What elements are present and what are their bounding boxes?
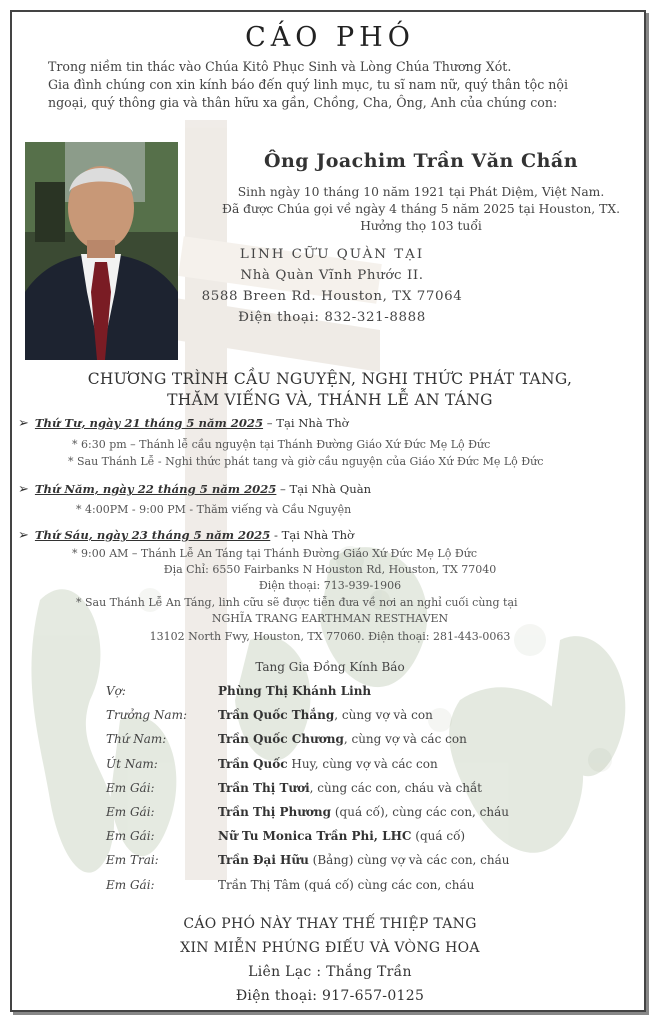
family-member-row xyxy=(0,781,660,801)
arrow-icon: ➢ xyxy=(18,482,29,497)
resting-address: 8588 Breen Rd. Houston, TX 77064 xyxy=(201,289,463,304)
family-member-row xyxy=(0,853,660,873)
family-role: Thứ Nam: xyxy=(106,732,167,747)
family-person xyxy=(218,684,371,698)
family-name: Nữ Tu Monica Trần Phi, LHC xyxy=(218,829,412,844)
cemetery-name: NGHĨA TRANG EARTHMAN RESTHAVEN xyxy=(211,612,449,625)
family-name: Trần Đại Hữu xyxy=(218,853,309,868)
deceased-dates xyxy=(182,184,660,235)
family-member-row xyxy=(0,684,660,704)
program-title-line: THĂM VIẾNG VÀ, THÁNH LỄ AN TÁNG xyxy=(167,391,493,409)
closing-line: XIN MIỄN PHÚNG ĐIẾU VÀ VÒNG HOA xyxy=(180,940,480,956)
family-note: , cùng các con, cháu và chắt xyxy=(309,780,483,795)
family-name: Phùng Thị Khánh Linh xyxy=(218,684,372,698)
family-role: Em Gái: xyxy=(106,805,155,819)
intro-text xyxy=(48,58,618,112)
program-item: * 6:30 pm – Thánh lễ cầu nguyện tại Thánh Đường Giáo Xứ Đức Mẹ Lộ Đức xyxy=(72,438,491,451)
deceased-name: Ông Joachim Trần Văn Chấn xyxy=(263,150,579,172)
family-role: Vợ: xyxy=(106,684,126,698)
family-member-row xyxy=(0,878,660,898)
program-title-line: CHƯƠNG TRÌNH CẦU NGUYỆN, NGHI THỨC PHÁT TANG, xyxy=(87,370,573,388)
day-heading xyxy=(18,482,371,497)
family-name: Trần Quốc xyxy=(218,756,288,771)
portrait-photo xyxy=(25,142,178,360)
family-person xyxy=(218,781,482,795)
age-line: Hưởng thọ 103 tuổi xyxy=(360,219,482,233)
family-note: Trần Thị Tâm (quá cố) cùng các con, cháu xyxy=(218,877,475,892)
family-note: (quá cố) xyxy=(411,829,466,844)
family-role: Em Gái: xyxy=(106,877,155,892)
family-name: Trần Thị Phương xyxy=(218,805,332,819)
day-location: – Tại Nhà Thờ xyxy=(263,416,349,430)
birth-line: Sinh ngày 10 tháng 10 năm 1921 tại Phát Diệm, Việt Nam. xyxy=(237,185,605,199)
family-name: Trần Quốc Chương xyxy=(218,732,344,747)
family-person xyxy=(218,805,509,819)
death-line: Đã được Chúa gọi về ngày 4 tháng 5 năm 2025 tại Houston, TX. xyxy=(222,202,620,216)
contact-phone: Điện thoại: 917-657-0125 xyxy=(235,988,425,1004)
resting-phone: Điện thoại: 832-321-8888 xyxy=(238,310,426,325)
day-date: Thứ Năm, ngày 22 tháng 5 năm 2025 xyxy=(34,482,277,496)
closing-line: CÁO PHÓ NÀY THAY THẾ THIỆP TANG xyxy=(183,916,477,932)
family-role: Trưởng Nam: xyxy=(106,708,187,723)
program-item: * 4:00PM - 9:00 PM - Thăm viếng và Cầu Nguyện xyxy=(76,503,352,516)
family-member-row xyxy=(0,757,660,777)
family-member-row xyxy=(0,732,660,752)
family-person xyxy=(218,732,467,746)
family-note: , cùng vợ và con xyxy=(334,708,433,723)
church-address: Địa Chỉ: 6550 Fairbanks N Houston Rd, Houston, TX 77040 xyxy=(163,563,497,576)
family-person xyxy=(218,878,474,892)
family-name: Trần Quốc Thắng xyxy=(218,708,335,723)
cemetery-address: 13102 North Fwy, Houston, TX 77060. Điện thoại: 281-443-0063 xyxy=(149,630,511,643)
family-person xyxy=(218,708,433,722)
church-phone: Điện thoại: 713-939-1906 xyxy=(258,579,402,592)
family-person xyxy=(218,757,438,771)
family-role: Em Gái: xyxy=(106,829,155,844)
day-location: - Tại Nhà Thờ xyxy=(270,528,355,542)
family-note: Huy, cùng vợ và các con xyxy=(287,756,438,771)
family-person xyxy=(218,853,510,867)
family-role: Em Trai: xyxy=(106,853,159,868)
arrow-icon: ➢ xyxy=(18,416,29,431)
program-item: * Sau Thánh Lễ An Táng, linh cữu sẽ được tiễn đưa về nơi an nghỉ cuối cùng tại xyxy=(76,596,518,609)
intro-line: Trong niềm tin thác vào Chúa Kitô Phục Sinh và Lòng Chúa Thương Xót. xyxy=(48,59,512,74)
family-role: Út Nam: xyxy=(106,756,158,771)
program-title xyxy=(40,369,620,411)
day-heading xyxy=(18,416,349,431)
day-date: Thứ Sáu, ngày 23 tháng 5 năm 2025 xyxy=(34,528,271,542)
day-heading xyxy=(18,528,354,543)
program-item: * 9:00 AM – Thánh Lễ An Táng tại Thánh Đường Giáo Xứ Đức Mẹ Lộ Đức xyxy=(72,547,477,560)
resting-place-name: Nhà Quàn Vĩnh Phước II. xyxy=(240,268,424,283)
day-location: – Tại Nhà Quàn xyxy=(276,482,372,496)
page-title: CÁO PHÓ xyxy=(245,22,415,53)
family-note: (quá cố), cùng các con, cháu xyxy=(331,805,510,819)
family-member-row xyxy=(0,829,660,849)
closing-block xyxy=(0,912,660,1008)
family-member-row xyxy=(0,708,660,728)
family-member-row xyxy=(0,805,660,825)
family-name: Trần Thị Tươi xyxy=(218,780,310,795)
resting-place xyxy=(182,244,482,328)
arrow-icon: ➢ xyxy=(18,528,29,543)
intro-line: ngoại, quý thông gia và thân hữu xa gần, Chồng, Cha, Ông, Anh của chúng con: xyxy=(48,95,558,110)
family-title: Tang Gia Đồng Kính Báo xyxy=(255,660,405,674)
family-person xyxy=(218,829,465,843)
family-note: (Bảng) cùng vợ và các con, cháu xyxy=(308,853,510,868)
contact-name: Liên Lạc : Thắng Trần xyxy=(248,964,412,980)
program-item: * Sau Thánh Lễ - Nghi thức phát tang và giờ cầu nguyện của Giáo Xứ Đức Mẹ Lộ Đức xyxy=(68,455,544,468)
intro-line: Gia đình chúng con xin kính báo đến quý linh mục, tu sĩ nam nữ, quý thân tộc nội xyxy=(48,77,568,92)
resting-heading: LINH CỮU QUÀN TẠI xyxy=(239,247,425,262)
family-note: , cùng vợ và các con xyxy=(343,732,467,747)
family-role: Em Gái: xyxy=(106,780,155,795)
day-date: Thứ Tư, ngày 21 tháng 5 năm 2025 xyxy=(34,416,264,430)
